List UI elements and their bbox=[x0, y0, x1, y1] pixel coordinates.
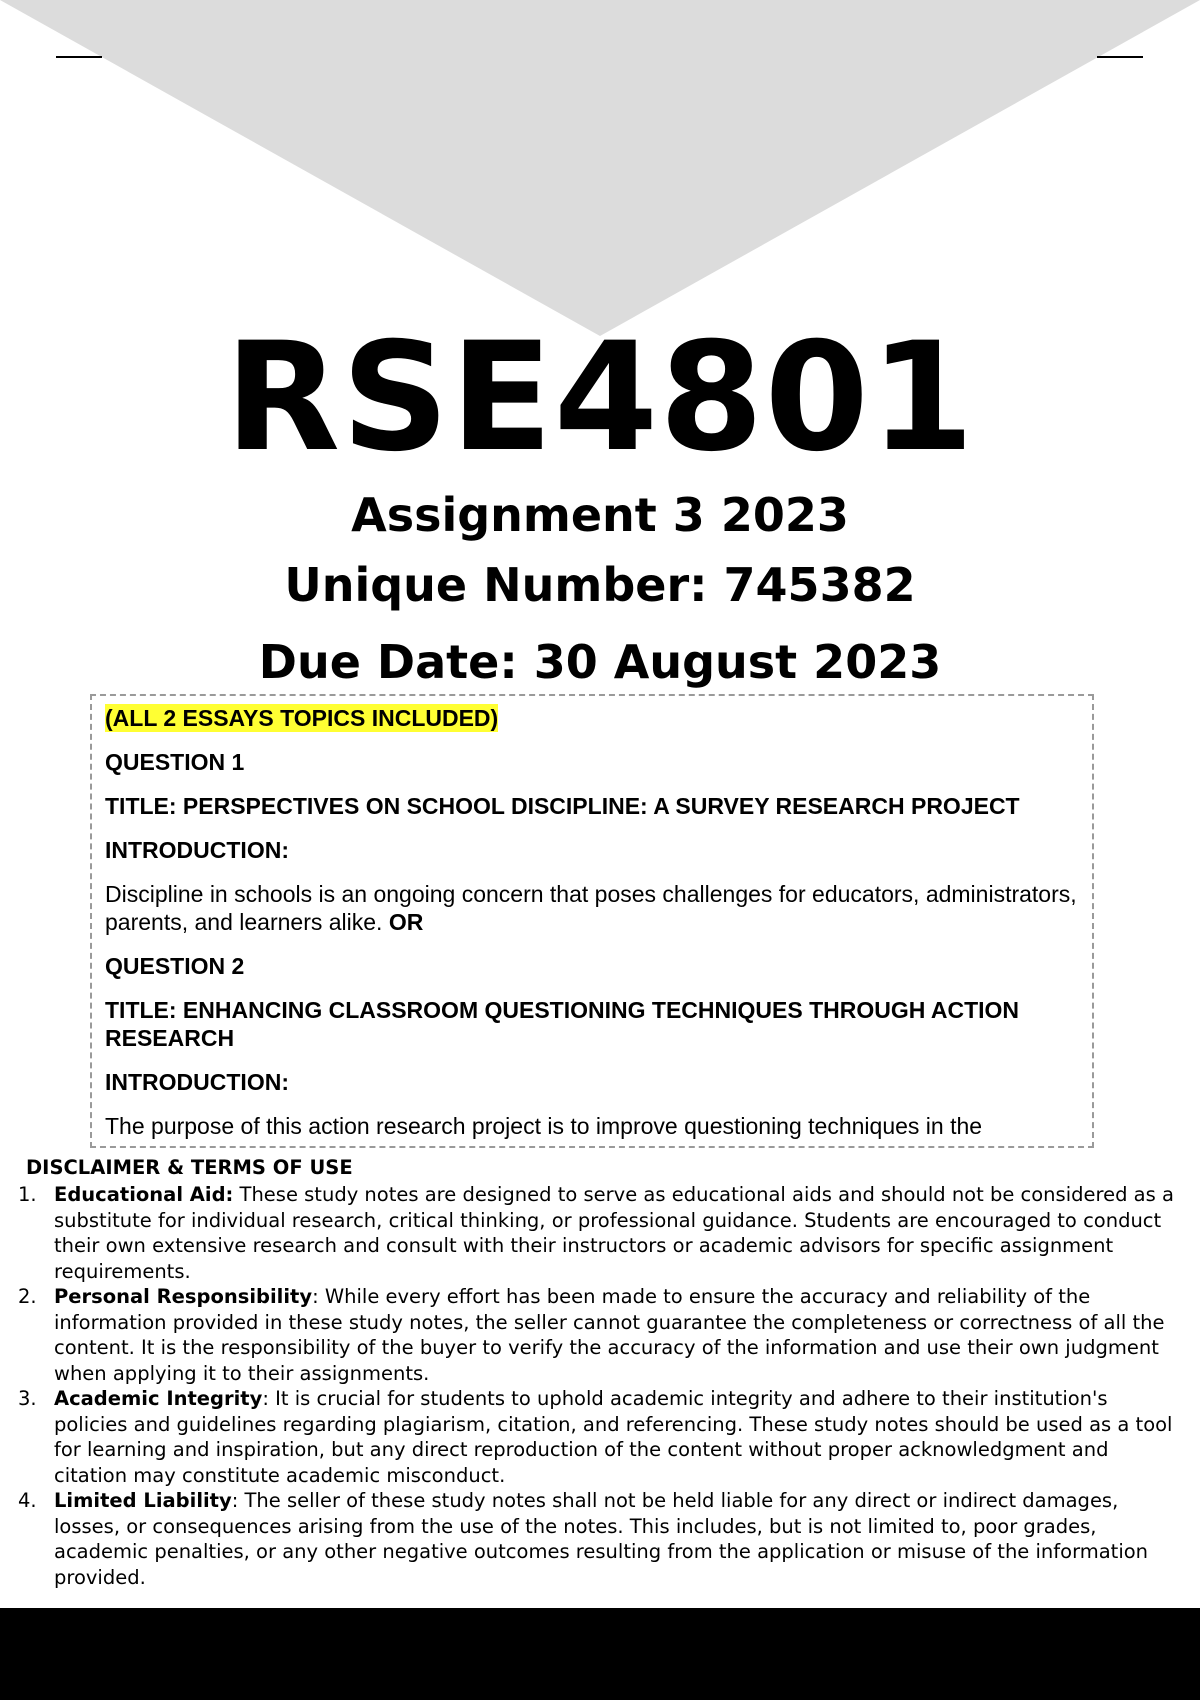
or-label: OR bbox=[388, 909, 424, 935]
corner-rule-left bbox=[56, 56, 102, 58]
question-1-title: TITLE: PERSPECTIVES ON SCHOOL DISCIPLINE: A SURVEY RESEARCH PROJECT bbox=[105, 793, 1020, 819]
disclaimer-text: These study notes are designed to serve as educational aids and should not be considered as a substitute for individual research, critical thinking, or professional guidance. Students are encouraged to conduct their own extensive research and consult with their instructors or academic advisors for specific assignment requirements. bbox=[54, 1183, 1174, 1283]
question-2-label: QUESTION 2 bbox=[105, 953, 245, 979]
disclaimer-item-academic-integrity bbox=[0, 1386, 1200, 1488]
list-number: 2. bbox=[18, 1285, 37, 1308]
disclaimer-term: Educational Aid: bbox=[54, 1183, 234, 1206]
disclaimer-list bbox=[0, 1182, 1200, 1590]
list-number: 4. bbox=[18, 1489, 37, 1512]
question-1-label: QUESTION 1 bbox=[105, 749, 245, 775]
disclaimer-item-educational-aid bbox=[0, 1182, 1200, 1284]
assignment-title: Assignment 3 2023 bbox=[351, 488, 849, 542]
disclaimer-text: : It is crucial for students to uphold academic integrity and adhere to their institution's policies and guidelines regarding plagiarism, citation, and referencing. These study notes should be used as a tool for learning and inspiration, but any direct reproduction of the content without proper acknowledgment and citation may constitute academic misconduct. bbox=[54, 1387, 1173, 1487]
corner-rule-right bbox=[1097, 56, 1143, 58]
unique-number: Unique Number: 745382 bbox=[284, 558, 916, 612]
question-2-title: TITLE: ENHANCING CLASSROOM QUESTIONING TECHNIQUES THROUGH ACTION RESEARCH bbox=[105, 997, 1020, 1051]
list-number: 1. bbox=[18, 1183, 37, 1206]
disclaimer-text: : While every effort has been made to ensure the accuracy and reliability of the information provided in these study notes, the seller cannot guarantee the completeness or correctness of all the content. It is the responsibility of the buyer to verify the accuracy of the information and use their own judgment when applying it to their assignments. bbox=[54, 1285, 1165, 1385]
question-2-intro-text: The purpose of this action research project is to improve questioning techniques in the bbox=[105, 1113, 983, 1139]
list-number: 3. bbox=[18, 1387, 37, 1410]
disclaimer-term: Limited Liability bbox=[54, 1489, 232, 1512]
disclaimer-item-limited-liability bbox=[0, 1488, 1200, 1590]
bottom-bar bbox=[0, 1608, 1200, 1700]
question-1-intro-text bbox=[105, 880, 1080, 936]
due-date: Due Date: 30 August 2023 bbox=[258, 635, 942, 689]
disclaimer-term: Academic Integrity bbox=[54, 1387, 263, 1410]
question-2-intro-label: INTRODUCTION: bbox=[105, 1069, 289, 1095]
disclaimer-term: Personal Responsibility bbox=[54, 1285, 313, 1308]
course-code: RSE4801 bbox=[224, 311, 976, 485]
question-1-intro-body: Discipline in schools is an ongoing concern that poses challenges for educators, administrators, parents, and learners alike. bbox=[105, 881, 1077, 935]
topics-included-highlight: (ALL 2 ESSAYS TOPICS INCLUDED) bbox=[105, 705, 499, 731]
disclaimer-text: : The seller of these study notes shall not be held liable for any direct or indirect damages, losses, or consequences arising from the use of the notes. This includes, but is not limited to, poor grades, academic penalties, or any other negative outcomes resulting from the application or misuse of the information provided. bbox=[54, 1489, 1149, 1589]
disclaimer-item-personal-responsibility bbox=[0, 1284, 1200, 1386]
essay-topics-box bbox=[90, 694, 1094, 1148]
disclaimer-heading: DISCLAIMER & TERMS OF USE bbox=[26, 1156, 353, 1179]
chevron-banner bbox=[0, 0, 1200, 340]
question-1-intro-label: INTRODUCTION: bbox=[105, 837, 289, 863]
